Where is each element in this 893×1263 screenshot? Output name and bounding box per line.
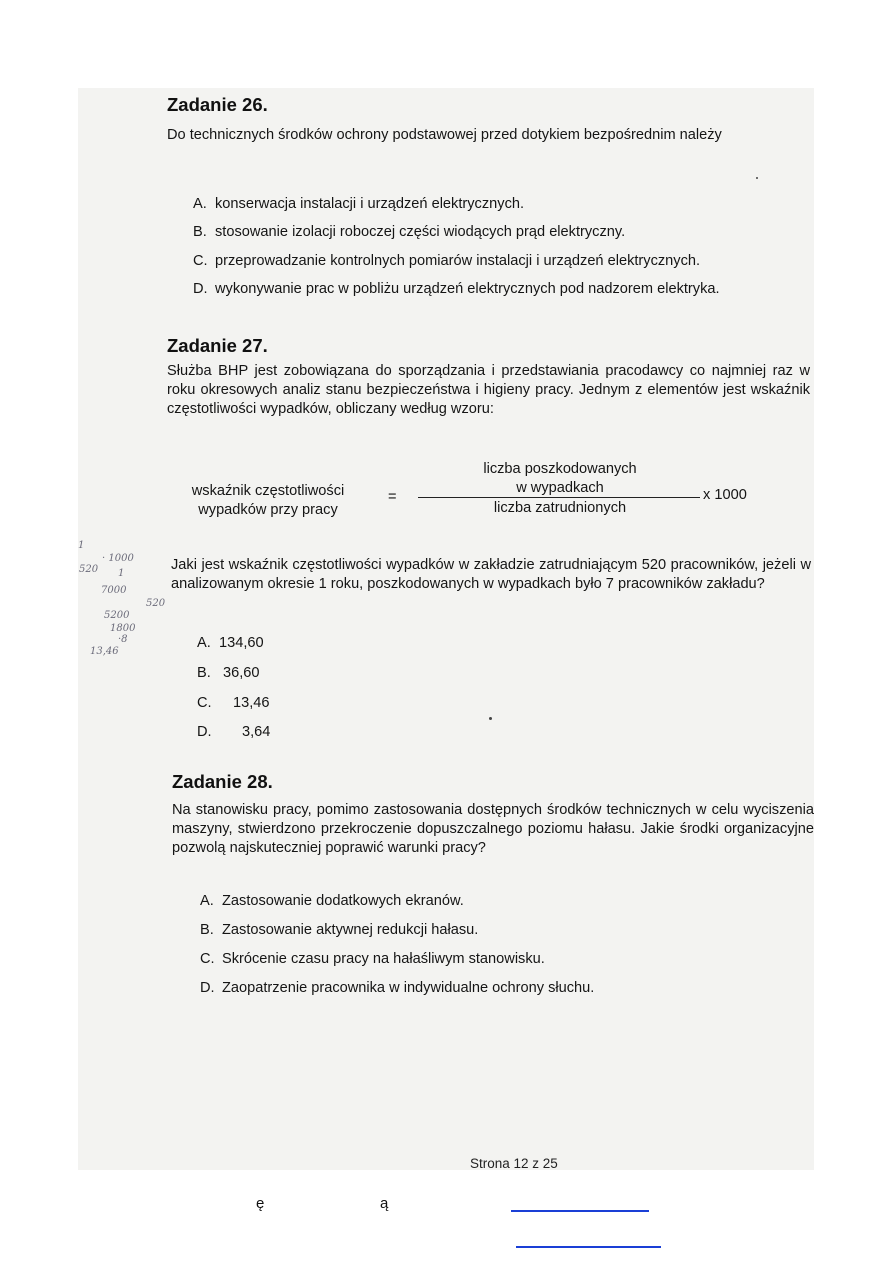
task-27-option-a: A. 134,60 [197,635,264,651]
page-number: Strona 12 z 25 [470,1156,558,1171]
handwritten-note: · 1000 [102,553,134,564]
formula-multiplier: x 1000 [703,487,747,503]
formula-lhs-line1: wskaźnik częstotliwości [191,483,345,499]
task-28-option-c: C. Skrócenie czasu pracy na hałaśliwym stanowisku. [200,951,545,967]
formula-denominator: liczba zatrudnionych [493,500,627,516]
task-27-option-d: D. 3,64 [197,724,271,740]
hyperlink-underline[interactable] [516,1246,661,1248]
task-28-option-d: D. Zaopatrzenie pracownika w indywidualne ochrony słuchu. [200,980,595,996]
handwritten-note: 7000 [101,585,127,596]
task-26-question: Do technicznych środków ochrony podstawowej przed dotykiem bezpośrednim należy [167,127,722,143]
task-26-option-a: A. konserwacja instalacji i urządzeń elektrycznych. [193,196,525,212]
handwritten-note: ·8 [118,634,128,645]
task-28-option-b: B. Zastosowanie aktywnej redukcji hałasu. [200,922,479,938]
handwritten-note: 520 [146,598,166,609]
handwritten-note: 520 [79,564,99,575]
task-27-title: Zadanie 27. [167,335,268,356]
task-27-question: Jaki jest wskaźnik częstotliwości wypadków w zakładzie zatrudniającym 520 pracowników, jeżeli w analizowanym okresie 1 roku, poszkodowanych w wypadkach było 7 pracowników zakładu? [171,557,811,592]
handwritten-note: 1 [78,540,85,551]
task-26-title: Zadanie 26. [167,94,268,115]
task-28-title: Zadanie 28. [172,771,273,792]
task-28-option-a: A. Zastosowanie dodatkowych ekranów. [200,893,464,909]
hyperlink-underline[interactable] [511,1210,649,1212]
fraction-bar [418,497,700,498]
formula-equals: = [388,489,397,505]
task-26-option-d: D. wykonywanie prac w pobliżu urządzeń elektrycznych pod nadzorem elektryka. [193,281,720,297]
task-27-option-b: B. 36,60 [197,665,260,681]
formula-numerator-line1: liczba poszkodowanych [483,461,637,477]
task-26-option-b: B. stosowanie izolacji roboczej części wiodących prąd elektryczny. [193,224,626,240]
formula-numerator-line2: w wypadkach [516,480,604,496]
task-27-option-c: C. 13,46 [197,695,270,711]
handwritten-note: 1800 [110,623,136,634]
task-28-question: Na stanowisku pracy, pomimo zastosowania dostępnych środków technicznych w celu wyciszenia maszyny, stwierdzono przekroczenie dopuszczalnego poziomu hałasu. Jakie środki organizacyjne pozwolą najskuteczniej poprawić warunki pracy? [172,802,814,856]
scanned-page [78,88,814,1170]
task-27-intro: Służba BHP jest zobowiązana do sporządzania i przedstawiania pracodawcy co najmniej raz w roku okresowych analiz stanu bezpieczeństwa i higieny pracy. Jednym z elementów jest wskaźnik częstotliwości wypadków, obliczany według wzoru: [167,363,810,417]
formula-lhs-line2: wypadków przy pracy [198,502,338,518]
speck [756,177,758,179]
speck [489,717,492,720]
task-26-option-c: C. przeprowadzanie kontrolnych pomiarów instalacji i urządzeń elektrycznych. [193,253,701,269]
stray-character: ą [380,1195,389,1212]
handwritten-note: 5200 [104,610,130,621]
stray-character: ę [256,1195,265,1212]
handwritten-note: 1 [118,568,125,579]
handwritten-note: 13,46 [90,646,119,657]
